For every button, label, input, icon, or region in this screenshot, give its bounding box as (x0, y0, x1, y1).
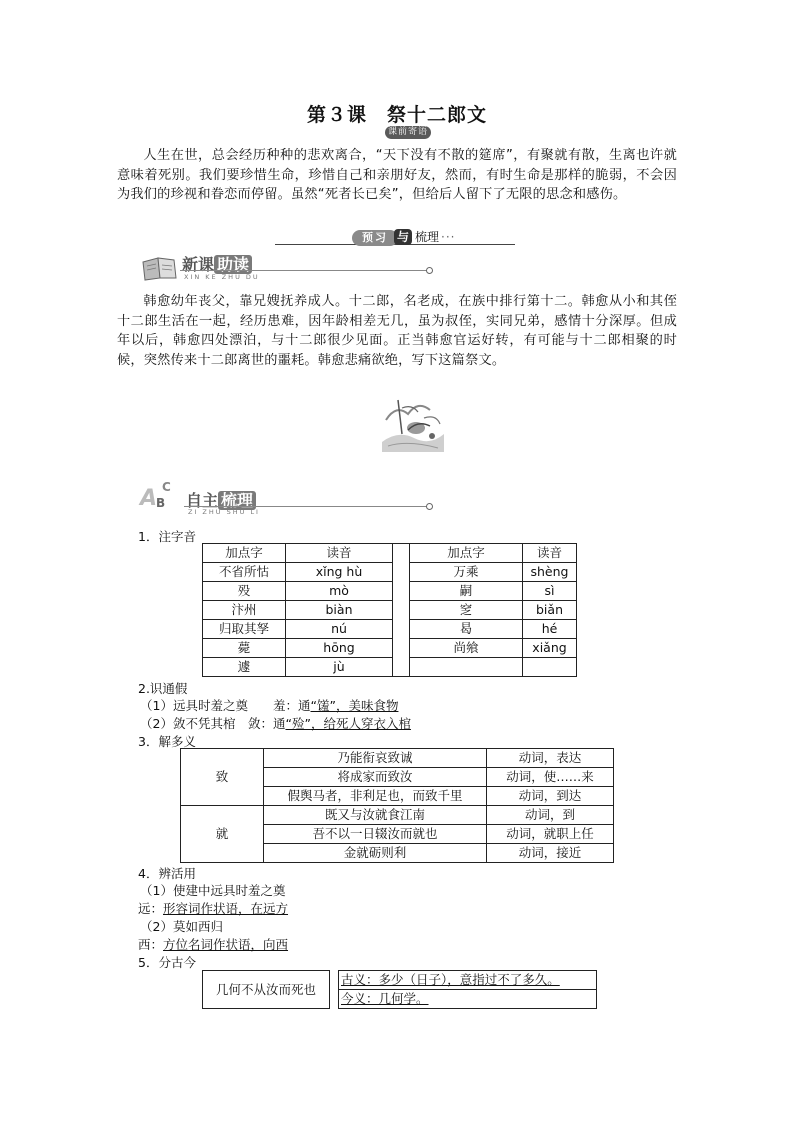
section1-title (182, 252, 252, 275)
pron-reading: hé (523, 620, 577, 639)
duoyi-sentence: 假舆马者，非利足也，而致千里 (264, 787, 487, 806)
duoyi-meaning: 动词，到达 (487, 787, 614, 806)
duoyi-sentence: 乃能衔哀致诚 (264, 749, 487, 768)
duoyi-meaning: 动词，到 (487, 806, 614, 825)
th-reading-2: 读音 (523, 544, 577, 563)
gujin-spacer (330, 971, 339, 1009)
pron-char: 窆 (410, 601, 523, 620)
huoyong-label: 西： (138, 937, 164, 952)
book-icon (140, 254, 180, 282)
th-char-2: 加点字 (410, 544, 523, 563)
duoyi-table (180, 748, 614, 863)
heading-huoyong: 4．辨活用 (138, 866, 196, 881)
preview-banner (352, 228, 455, 244)
reading-paragraph (117, 292, 677, 370)
duoyi-meaning: 动词，使……来 (487, 768, 614, 787)
tongjia-meaning: ，美味食物 (335, 698, 399, 713)
table-spacer (393, 544, 410, 677)
heading-duoyi: 3．解多义 (138, 734, 196, 749)
pron-reading: biǎn (523, 601, 577, 620)
pron-reading: nú (286, 620, 393, 639)
gujin-phrase: 几何不从汝而死也 (203, 971, 330, 1009)
intro-badge: 课前寄语 (385, 126, 431, 139)
heading-tongjia: 2.识通假 (138, 681, 188, 696)
duoyi-sentence: 既又与汝就食江南 (264, 806, 487, 825)
huoyong-label: 远： (138, 901, 164, 916)
duoyi-meaning: 动词，就职上任 (487, 825, 614, 844)
pron-char: 尚飨 (410, 639, 523, 658)
huoyong-example-2: （2）莫如西归 (140, 919, 223, 934)
pron-char: 嗣 (410, 582, 523, 601)
section1-subtitle: XIN KE ZHU DU (184, 273, 260, 281)
pron-reading-empty (523, 658, 577, 677)
tongjia-quote: “馐” (310, 698, 336, 713)
section1-title-a: 新课 (182, 255, 215, 274)
pron-char: 万乘 (410, 563, 523, 582)
pron-reading: mò (286, 582, 393, 601)
duoyi-sentence: 金就砺则利 (264, 844, 487, 863)
duoyi-char: 致 (181, 749, 264, 806)
section2-subtitle: ZI ZHU SHU LI (188, 508, 260, 516)
reading-text: 韩愈幼年丧父，靠兄嫂抚养成人。十二郎，名老成，在族中排行第十二。韩愈从小和其侄十二郎生活在一起，经历患难，因年龄相差无几，虽为叔侄，实同兄弟，感情十分深厚。但成年以后，韩愈四处漂泊，与十二郎很少见面。正当韩愈官运好转，有可能与十二郎相聚的时候，突然传来十二郎离世的噩耗。韩愈悲痛欲绝，写下这篇祭文。 (117, 294, 677, 368)
pron-char-empty (410, 658, 523, 677)
page-title: 第３课 祭十二郎文 (306, 104, 487, 126)
huoyong-note-2 (138, 935, 288, 953)
pron-reading: xiǎng (523, 639, 577, 658)
ink-illustration (378, 390, 448, 458)
pron-char: 薨 (203, 639, 286, 658)
gujin-table (202, 970, 597, 1009)
pron-reading: biàn (286, 601, 393, 620)
th-char-1: 加点字 (203, 544, 286, 563)
logo-letter-c: C (162, 480, 171, 494)
huoyong-answer: 方位名词作状语，向西 (163, 937, 289, 952)
tongjia-gap: 敛：通 (235, 716, 286, 731)
duoyi-meaning: 动词，接近 (487, 844, 614, 863)
intro-paragraph (117, 146, 677, 205)
logo-letter-b: B (156, 496, 166, 510)
section1-title-b: 助读 (214, 255, 252, 274)
heading-gujin: 5．分古今 (138, 955, 196, 970)
section2-rule-knob (426, 503, 433, 510)
gujin-modern (339, 990, 597, 1009)
pron-reading: hōng (286, 639, 393, 658)
pron-char: 遽 (203, 658, 286, 677)
tongjia-item-2 (140, 714, 411, 732)
gujin-ancient (339, 971, 597, 990)
duoyi-meaning: 动词，表达 (487, 749, 614, 768)
section-header-self-study (140, 478, 440, 518)
duoyi-sentence: 将成家而致汝 (264, 768, 487, 787)
logo-letter-a: A (140, 486, 158, 511)
pron-reading: xǐng hù (286, 563, 393, 582)
intro-text: 人生在世，总会经历种种的悲欢离合，“天下没有不散的筵席”，有聚就有散，生离也许就意味着死别。我们要珍惜生命，珍惜自己和亲朋好友，然而，有时生命是那样的脆弱，不会因为我们的珍视和眷恋而停留。虽然“死者长已矣”，但给后人留下了无限的思念和感伤。 (117, 148, 677, 202)
huoyong-note-1 (138, 899, 288, 917)
section2-title-a: 自主 (186, 491, 219, 510)
pron-char: 殁 (203, 582, 286, 601)
tongjia-num: （1）远具时羞之奠 (140, 698, 248, 713)
banner-pill: 预习 (352, 230, 398, 246)
pron-char: 汴州 (203, 601, 286, 620)
tongjia-item-1 (140, 696, 398, 714)
duoyi-char: 就 (181, 806, 264, 863)
section1-rule (180, 270, 430, 271)
pron-char: 不省所怙 (203, 563, 286, 582)
duoyi-sentence: 吾不以一日辍汝而就也 (264, 825, 487, 844)
pron-reading: shèng (523, 563, 577, 582)
huoyong-example-1: （1）使建中远具时羞之奠 (140, 883, 286, 898)
tongjia-meaning: ，给死人穿衣入棺 (310, 716, 411, 731)
section2-title-b: 梳理 (218, 491, 256, 510)
pronunciation-table (202, 543, 577, 677)
tongjia-gap: 羞：通 (247, 698, 311, 713)
banner-yu: 与 (394, 229, 412, 245)
pron-char: 曷 (410, 620, 523, 639)
pron-char: 归取其孥 (203, 620, 286, 639)
section1-rule-knob (426, 267, 433, 274)
section2-rule (184, 506, 430, 507)
tongjia-quote: “殓” (285, 716, 311, 731)
gujin-modern-text: 今义：几何学。 (341, 991, 429, 1006)
th-reading-1: 读音 (286, 544, 393, 563)
gujin-ancient-text: 古义：多少（日子），意指过不了多久。 (341, 972, 560, 987)
pron-reading: sì (523, 582, 577, 601)
tongjia-num: （2）敛不凭其棺 (140, 716, 236, 731)
heading-pronunciation: 1．注字音 (138, 529, 196, 544)
section-header-new-lesson (140, 252, 440, 286)
pron-reading: jù (286, 658, 393, 677)
banner-dots: ··· (441, 230, 456, 244)
huoyong-answer: 形容词作状语，在远方 (163, 901, 289, 916)
banner-text: 梳理 (415, 230, 440, 244)
